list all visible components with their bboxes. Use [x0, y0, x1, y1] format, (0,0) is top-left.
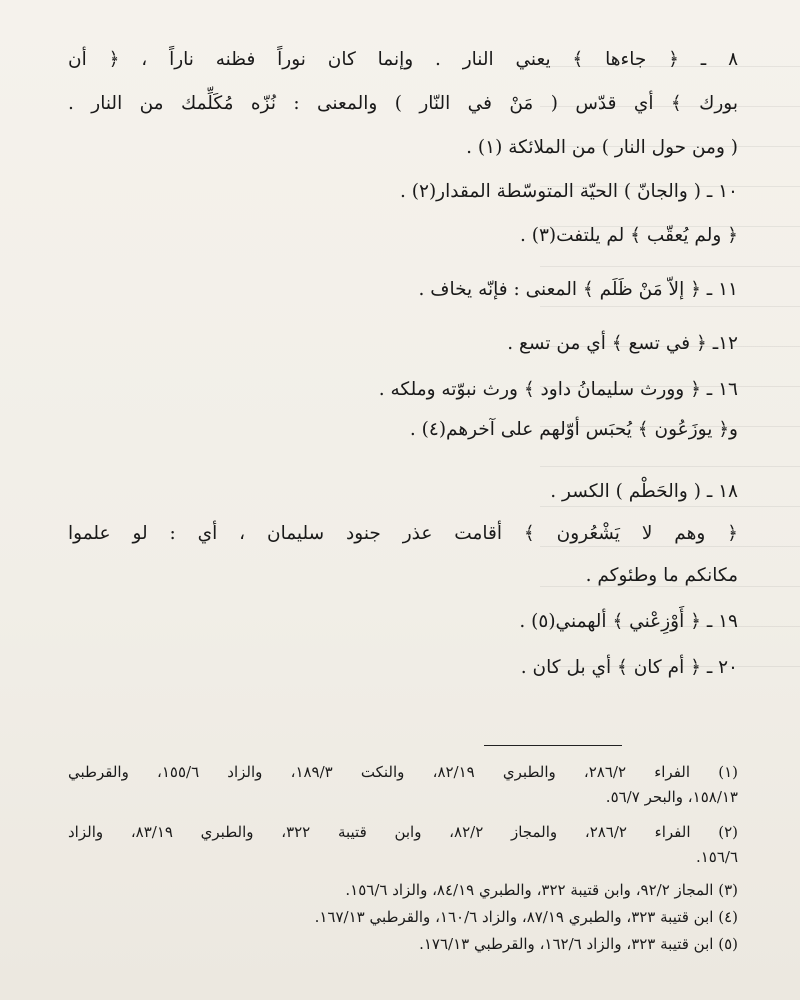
text-line: ﴿ وهم لا يَشْعُرون ﴾ أقامت عذر جنود سليمان ، أي : لو علموا — [68, 523, 738, 544]
text-line: ١٦ ـ ﴿ وورث سليمانُ داود ﴾ ورث نبوّته وملكه . — [378, 379, 738, 400]
text-line: ١٨ ـ ( والحَطْم ) الكسر . — [550, 481, 738, 502]
text-line: ٢٠ ـ ﴿ أم كان ﴾ أي بل كان . — [520, 657, 738, 678]
footnote-line: ١٥٦/٦. — [695, 848, 738, 866]
text-line: ٨ ـ ﴿ جاءها ﴾ يعني النار . وإنما كان نوراً فظنه ناراً ، ﴿ أن — [68, 49, 738, 70]
text-line: ١١ ـ ﴿ إلاّ مَنْ ظَلَم ﴾ المعنى : فإنّه يخاف . — [418, 279, 738, 300]
text-line: بورك ﴾ أي قدّس ( مَنْ في النّار ) والمعنى : نُزّه مُكَلِّمك من النار . — [68, 93, 738, 114]
text-line: و﴿ يوزَعُون ﴾ يُحبَس أوّلهم على آخرهم(٤) . — [409, 419, 738, 440]
footnote-separator — [484, 745, 622, 746]
text-line: ١٩ ـ ﴿ أَوْزِعْني ﴾ ألهمني(٥) . — [519, 611, 738, 632]
footnote-line: (٥) ابن قتيبة ٣٢٣، والزاد ١٦٢/٦، والقرطبي ١٧٦/١٣. — [419, 935, 738, 953]
text-line: ﴿ ولم يُعقّب ﴾ لم يلتفت(٣) . — [519, 225, 738, 246]
footnote-line: (١) الفراء ٢٨٦/٢، والطبري ٨٢/١٩، والنكت ١٨٩/٣، والزاد ١٥٥/٦، والقرطبي — [68, 763, 738, 781]
footnote-line: (٣) المجاز ٩٢/٢، وابن قتيبة ٣٢٢، والطبري ٨٤/١٩، والزاد ١٥٦/٦. — [345, 881, 738, 899]
footnote-line: (٤) ابن قتيبة ٣٢٣، والطبري ٨٧/١٩، والزاد ١٦٠/٦، والقرطبي ١٦٧/١٣. — [314, 908, 738, 926]
footnote-line: (٢) الفراء ٢٨٦/٢، والمجاز ٨٢/٢، وابن قتيبة ٣٢٢، والطبري ٨٣/١٩، والزاد — [68, 823, 738, 841]
footnote-line: ١٥٨/١٣، والبحر ٥٦/٧. — [605, 788, 738, 806]
text-line: ١٠ ـ ( والجانّ ) الحيّة المتوسّطة المقدار(٢) . — [400, 181, 738, 202]
text-line: ( ومن حول النار ) من الملائكة (١) . — [466, 137, 738, 158]
text-line: ١٢ـ ﴿ في تسع ﴾ أي من تسع . — [507, 333, 738, 354]
text-line: مكانكم ما وطئوكم . — [585, 565, 738, 586]
